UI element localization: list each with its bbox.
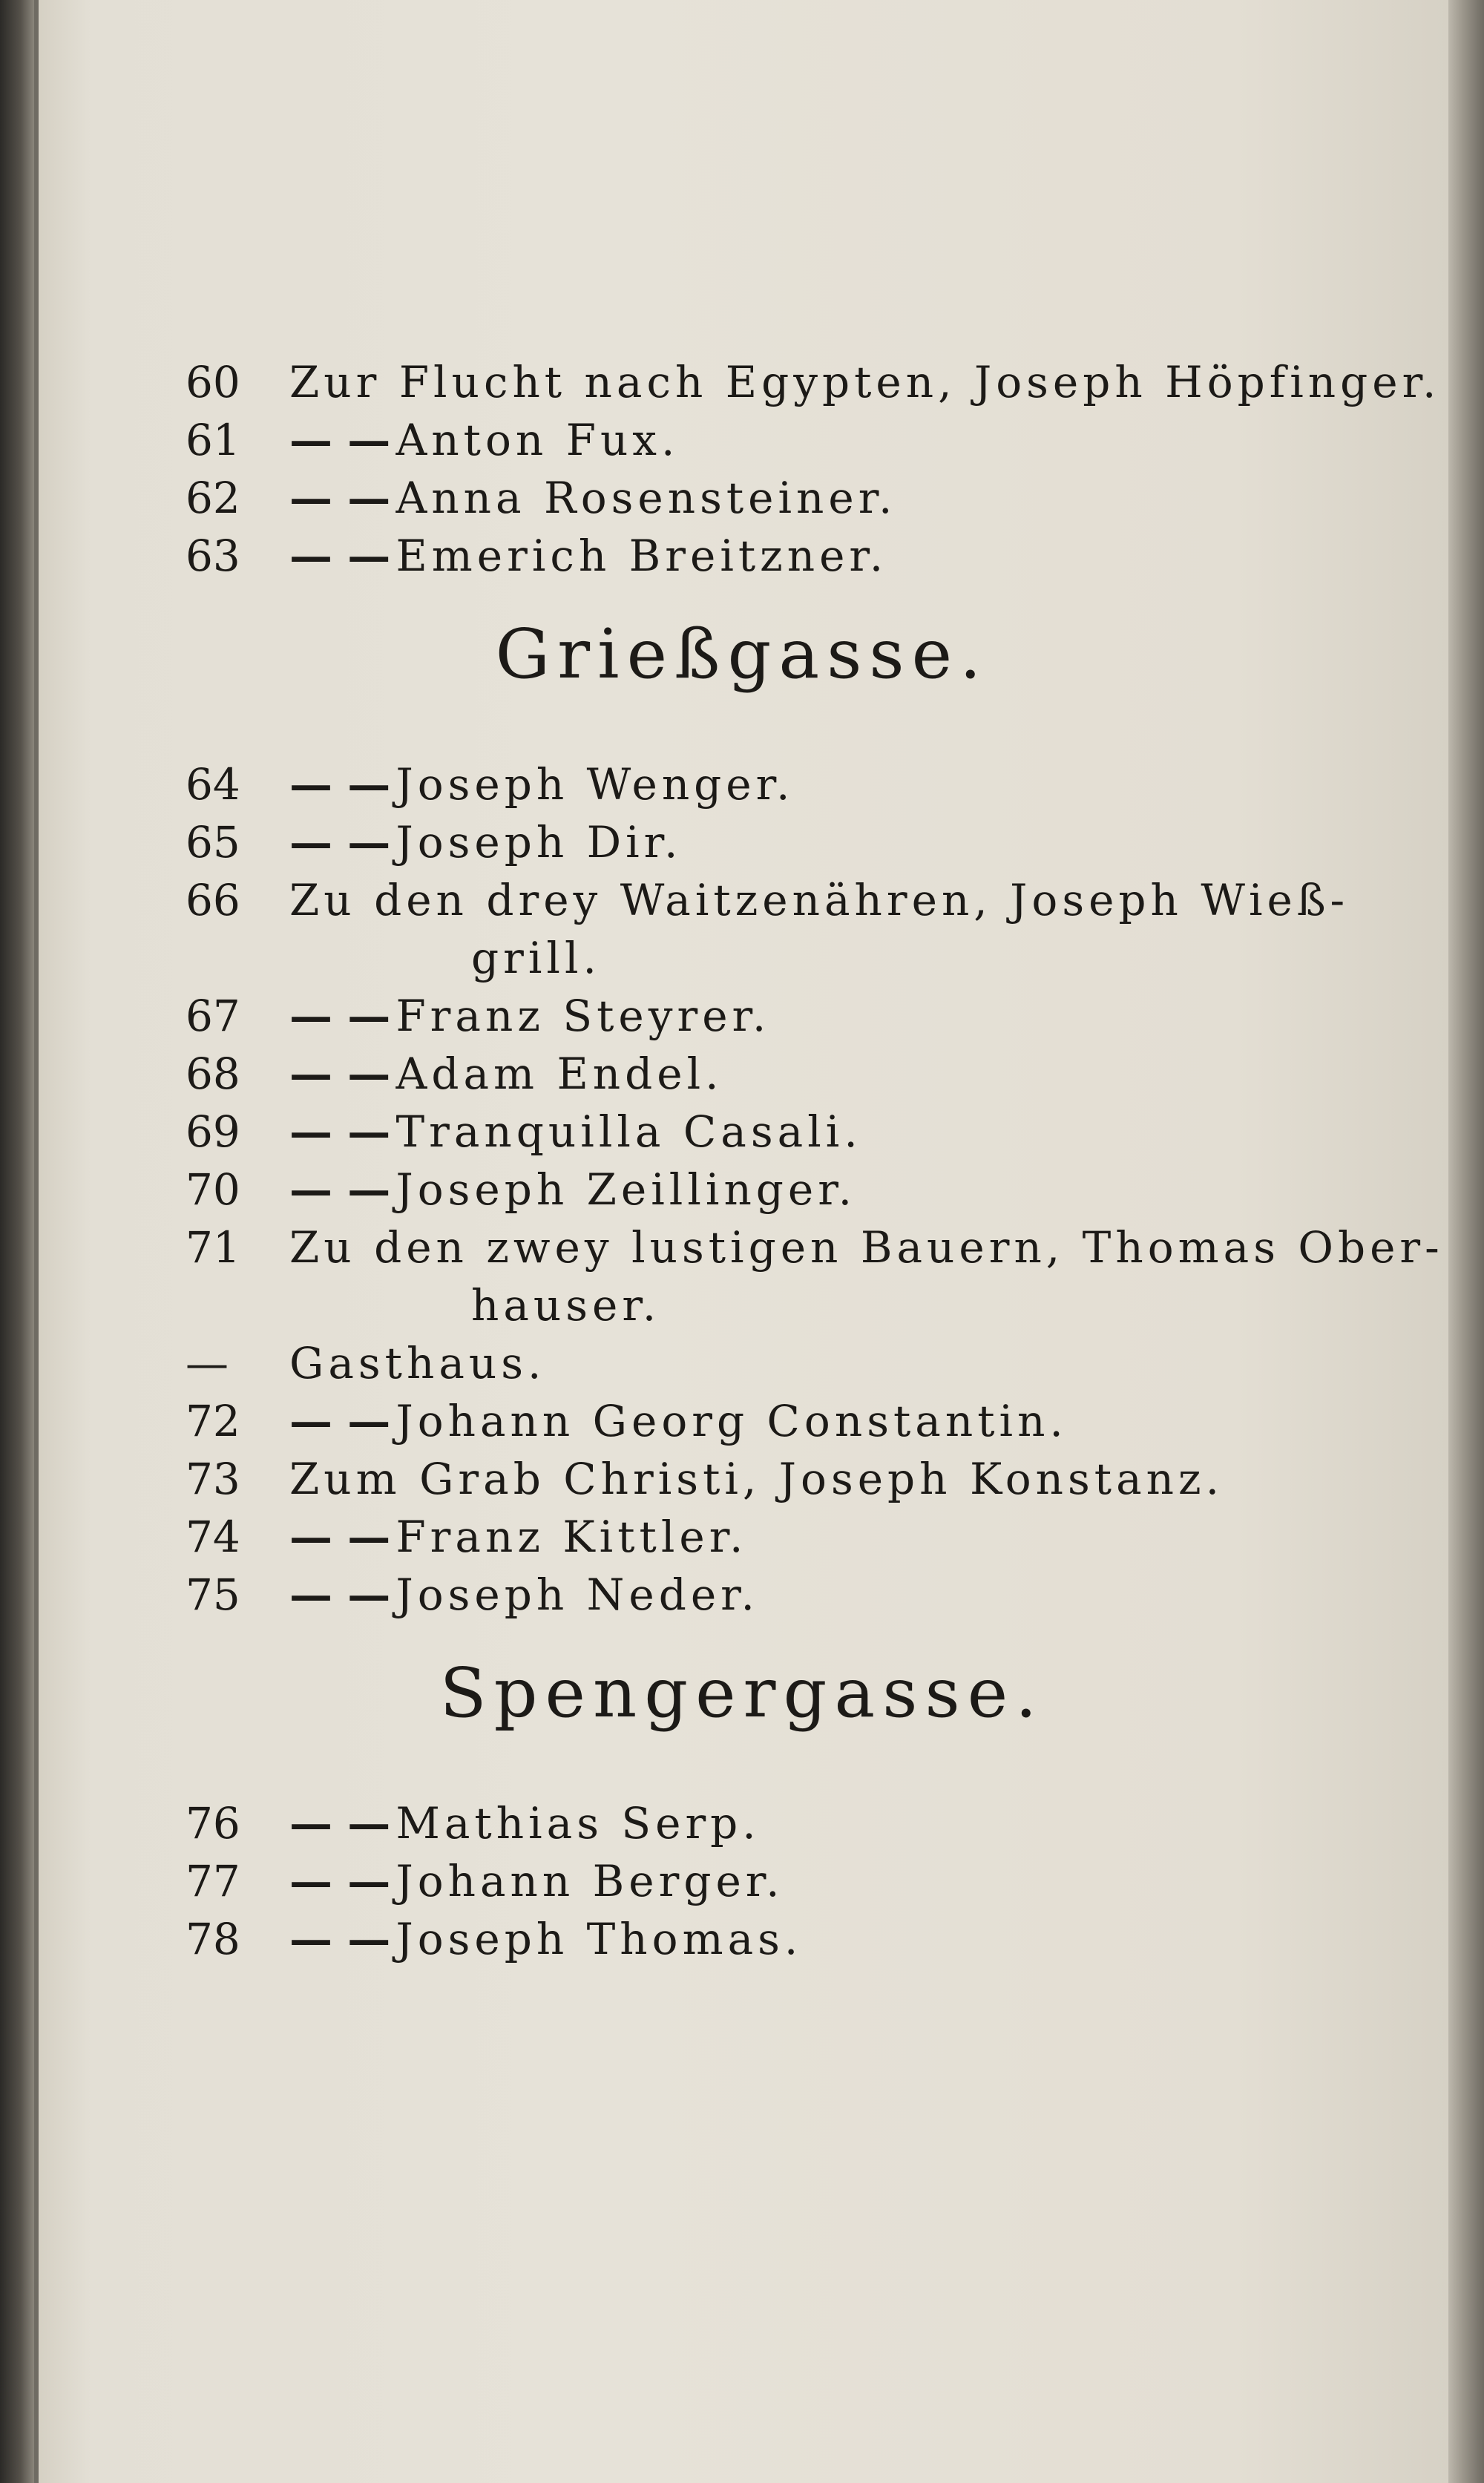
house-number: 78	[186, 1914, 240, 1964]
list-item	[186, 751, 794, 818]
house-number: 65	[186, 817, 240, 867]
entry-text: Emerich Breitzner.	[395, 531, 888, 581]
list-item	[186, 1040, 723, 1107]
entry-text: Johann Georg Constantin.	[395, 1396, 1068, 1446]
entry-text: Johann Berger.	[395, 1856, 784, 1906]
house-number: 75	[186, 1569, 240, 1620]
ditto-dashes: — —	[289, 759, 391, 810]
house-number: 73	[186, 1454, 240, 1504]
ditto-dashes: — —	[289, 1049, 391, 1099]
entry-continuation: hauser.	[471, 1280, 661, 1331]
house-number: 69	[186, 1106, 240, 1157]
entry-text: Zu den zwey lustigen Bauern, Thomas Ober-	[289, 1222, 1444, 1273]
house-number: 71	[186, 1222, 240, 1273]
ditto-dashes: — —	[289, 1798, 391, 1849]
list-item	[186, 983, 770, 1049]
list-item	[186, 1098, 862, 1165]
list-item	[186, 1561, 759, 1628]
entry-text: Joseph Wenger.	[395, 759, 795, 810]
ditto-dashes: — —	[289, 1569, 391, 1620]
entry-text: Joseph Thomas.	[395, 1914, 803, 1964]
house-number: 72	[186, 1396, 240, 1446]
entry-text: Anna Rosensteiner.	[395, 473, 897, 523]
house-number: 66	[186, 875, 240, 925]
section-heading: Grießgasse.	[495, 614, 989, 694]
house-number: 74	[186, 1512, 240, 1562]
entry-text: Zur Flucht nach Egypten, Joseph Höpfinger.	[289, 357, 1441, 407]
house-number: 68	[186, 1049, 240, 1099]
entry-text: Joseph Dir.	[395, 817, 683, 867]
ditto-dashes: — —	[289, 531, 391, 581]
house-number: 61	[186, 415, 240, 465]
ditto-dashes: — —	[289, 1856, 391, 1906]
entry-text: Zu den drey Waitzenähren, Joseph Wieß-	[289, 875, 1350, 925]
entry-text: Tranquilla Casali.	[395, 1106, 862, 1157]
list-item	[186, 809, 682, 876]
list-item	[186, 1446, 1224, 1512]
list-item	[186, 867, 1349, 934]
entry-text: Joseph Zeillinger.	[395, 1164, 857, 1215]
list-item	[186, 1503, 748, 1570]
list-item	[186, 1214, 1444, 1281]
ditto-dashes: — —	[289, 991, 391, 1041]
list-item	[186, 1330, 545, 1397]
ditto-dashes: — —	[289, 1512, 391, 1562]
ditto-dashes: — —	[289, 1164, 391, 1215]
ditto-dashes: — —	[289, 1396, 391, 1446]
entry-text: Franz Steyrer.	[395, 991, 771, 1041]
list-item	[186, 1156, 856, 1223]
house-number: 62	[186, 473, 240, 523]
house-number: 64	[186, 759, 240, 810]
house-number: —	[186, 1338, 229, 1388]
page-gutter	[34, 0, 39, 2483]
entry-text: Mathias Serp.	[395, 1798, 761, 1849]
ditto-dashes: — —	[289, 1106, 391, 1157]
house-number: 77	[186, 1856, 240, 1906]
book-cover-edge	[0, 0, 34, 2483]
house-number: 60	[186, 357, 240, 407]
list-item	[186, 1790, 761, 1857]
ditto-dashes: — —	[289, 415, 391, 465]
list-item	[186, 1906, 802, 1972]
page-stack-edge	[1448, 0, 1484, 2483]
ditto-dashes: — —	[289, 1914, 391, 1964]
entry-text: Franz Kittler.	[395, 1512, 748, 1562]
list-item	[186, 1388, 1068, 1454]
house-number: 67	[186, 991, 240, 1041]
list-item	[186, 465, 897, 531]
entry-text: Adam Endel.	[395, 1049, 723, 1099]
entry-text: Zum Grab Christi, Joseph Konstanz.	[289, 1454, 1224, 1504]
ditto-dashes: — —	[289, 817, 391, 867]
house-number: 70	[186, 1164, 240, 1215]
entry-text: Joseph Neder.	[395, 1569, 759, 1620]
entry-text: Gasthaus.	[289, 1338, 546, 1388]
list-item	[186, 522, 887, 589]
entry-text: Anton Fux.	[395, 415, 680, 465]
list-item	[186, 1848, 784, 1915]
house-number: 63	[186, 531, 240, 581]
list-item	[186, 349, 1440, 416]
entry-continuation: grill.	[471, 933, 601, 983]
ditto-dashes: — —	[289, 473, 391, 523]
house-number: 76	[186, 1798, 240, 1849]
section-heading: Spengergasse.	[439, 1653, 1045, 1733]
list-item	[186, 407, 679, 473]
